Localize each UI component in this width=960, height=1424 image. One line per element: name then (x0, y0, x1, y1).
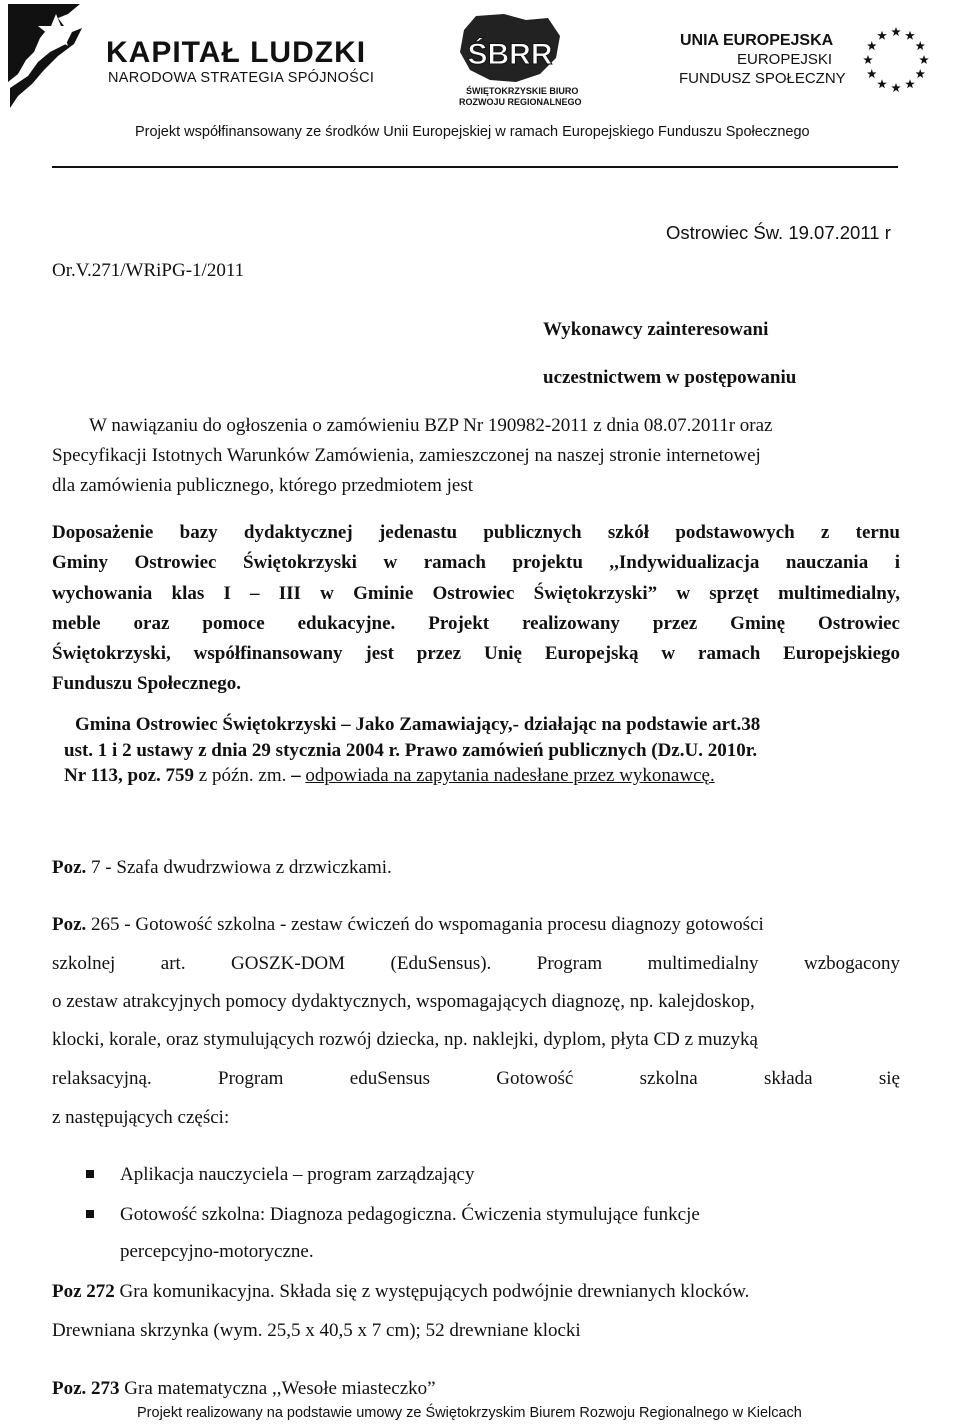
sbrr-subtitle-1: ŚWIĘTOKRZYSKIE BIURO (466, 86, 579, 96)
eu-fund-line2: FUNDUSZ SPOŁECZNY (679, 70, 846, 87)
eu-title: UNIA EUROPEJSKA (680, 32, 834, 49)
header-divider (52, 166, 898, 168)
eu-star-icon (891, 27, 901, 36)
legal-amendment: z późn. zm. (194, 765, 292, 786)
intro-line-1: W nawiązaniu do ogłoszenia o zamówieniu BZP Nr 190982-2011 z dnia 08.07.2011r oraz (89, 415, 773, 436)
subject-line-5: Świętokrzyski, współfinansowany jest przez Unię Europejską w ramach Europejskiego (52, 643, 900, 664)
bullet-item-2: Gotowość szkolna: Diagnoza pedagogiczna. Ćwiczenia stymulujące funkcje (120, 1204, 700, 1225)
eu-star-icon (919, 55, 929, 64)
legal-dash: – (291, 765, 301, 786)
subject-line-4: meble oraz pomoce edukacyjne. Projekt realizowany przez Gminę Ostrowiec (52, 613, 900, 634)
poz-265-line-2: szkolnej art. GOSZK-DOM (EduSensus). Program multimedialny wzbogacony (52, 953, 900, 974)
place-date: Ostrowiec Św. 19.07.2011 r (666, 222, 891, 243)
eu-star-icon (916, 69, 926, 78)
bullet-square-icon (86, 1210, 94, 1218)
bullet-square-icon (86, 1170, 94, 1178)
eu-star-icon (916, 41, 926, 50)
poz-265-text: 265 - Gotowość szkolna - zestaw ćwiczeń do wspomagania procesu diagnozy gotowości (86, 914, 764, 935)
eu-fund-line1: EUROPEJSKI (737, 51, 833, 68)
intro-line-3: dla zamówienia publicznego, którego przedmiotem jest (52, 475, 474, 496)
eu-star-icon (905, 31, 915, 40)
kapital-ludzki-logo-icon (8, 4, 104, 114)
sbrr-logo-text: ŚBRR (467, 38, 553, 71)
poz-273-label: Poz. 273 (52, 1378, 120, 1399)
item-poz-273 (52, 1378, 436, 1400)
poz-273-text: Gra matematyczna ,,Wesołe miasteczko” (119, 1378, 436, 1399)
legal-line-1: Gmina Ostrowiec Świętokrzyski – Jako Zamawiający,- działając na podstawie art.38 (75, 714, 761, 735)
kapital-ludzki-title: KAPITAŁ LUDZKI (106, 36, 367, 69)
subject-line-6: Funduszu Społecznego. (52, 673, 241, 694)
sbrr-subtitle-2: ROZWOJU REGIONALNEGO (459, 97, 582, 107)
subject-line-2: Gminy Ostrowiec Świętokrzyski w ramach projektu ,,Indywidualizacja nauczania i (52, 552, 900, 573)
poz-265-line-4: klocki, korale, oraz stymulujących rozwój dziecka, np. naklejki, dyplom, płyta CD z muzyką (52, 1029, 758, 1050)
eu-star-icon (877, 79, 887, 88)
eu-star-icon (867, 69, 877, 78)
poz-272-text: Gra komunikacyjna. Składa się z występujących podwójnie drewnianych klocków. (114, 1281, 750, 1302)
poz-265-line-3: o zestaw atrakcyjnych pomocy dydaktycznych, wspomagających diagnozę, np. kalejdoskop, (52, 991, 755, 1012)
poz-7-label: Poz. (52, 857, 87, 878)
sbrr-logo-icon (456, 12, 564, 86)
eu-star-icon (863, 55, 873, 64)
poz-7-text: 7 - Szafa dwudrzwiowa z drzwiczkami. (86, 857, 392, 878)
response-statement: odpowiada na zapytania nadesłane przez wykonawcę. (305, 765, 715, 786)
poz-272-line-2: Drewniana skrzynka (wym. 25,5 x 40,5 x 7 cm); 52 drewniane klocki (52, 1320, 581, 1341)
eu-star-icon (905, 79, 915, 88)
poz-265-line-5: relaksacyjną. Program eduSensus Gotowość szkolna składa się (52, 1068, 900, 1089)
addressee-line-2: uczestnictwem w postępowaniu (543, 367, 797, 388)
poz-265-line-6: z następujących części: (52, 1107, 230, 1128)
footer-note: Projekt realizowany na podstawie umowy ze Świętokrzyskim Biurem Rozwoju Regionalnego w Kielcach (137, 1405, 802, 1421)
legal-reference: Nr 113, poz. 759 (64, 765, 195, 786)
item-poz-7 (52, 857, 392, 879)
bullet-item-1: Aplikacja nauczyciela – program zarządzający (120, 1164, 475, 1185)
intro-line-2: Specyfikacji Istotnych Warunków Zamówienia, zamieszczonej na naszej stronie internetowej (52, 445, 761, 466)
legal-line-2: ust. 1 i 2 ustawy z dnia 29 stycznia 2004 r. Prawo zamówień publicznych (Dz.U. 2010r. (64, 740, 758, 761)
poz-265-label: Poz. (52, 914, 87, 935)
kapital-ludzki-subtitle: NARODOWA STRATEGIA SPÓJNOŚCI (108, 70, 375, 86)
subject-line-1: Doposażenie bazy dydaktycznej jedenastu publicznych szkół podstawowych z ternu (52, 522, 900, 543)
bullet-item-2-cont: percepcyjno-motoryczne. (120, 1241, 314, 1262)
subject-line-3: wychowania klas I – III w Gminie Ostrowiec Świętokrzyski” w sprzęt multimedialny, (52, 583, 900, 604)
eu-star-icon (877, 31, 887, 40)
reference-number: Or.V.271/WRiPG-1/2011 (52, 260, 245, 281)
eu-flag-icon (858, 22, 934, 98)
addressee-line-1: Wykonawcy zainteresowani (543, 319, 769, 340)
cofinance-note: Projekt współfinansowany ze środków Unii Europejskiej w ramach Europejskiego Funduszu Społecznego (135, 124, 810, 140)
legal-line-3 (64, 765, 715, 787)
eu-star-icon (891, 83, 901, 92)
eu-star-icon (867, 41, 877, 50)
item-poz-265-line-1 (52, 914, 764, 936)
item-poz-272 (52, 1281, 749, 1303)
poz-272-label: Poz 272 (52, 1281, 115, 1302)
